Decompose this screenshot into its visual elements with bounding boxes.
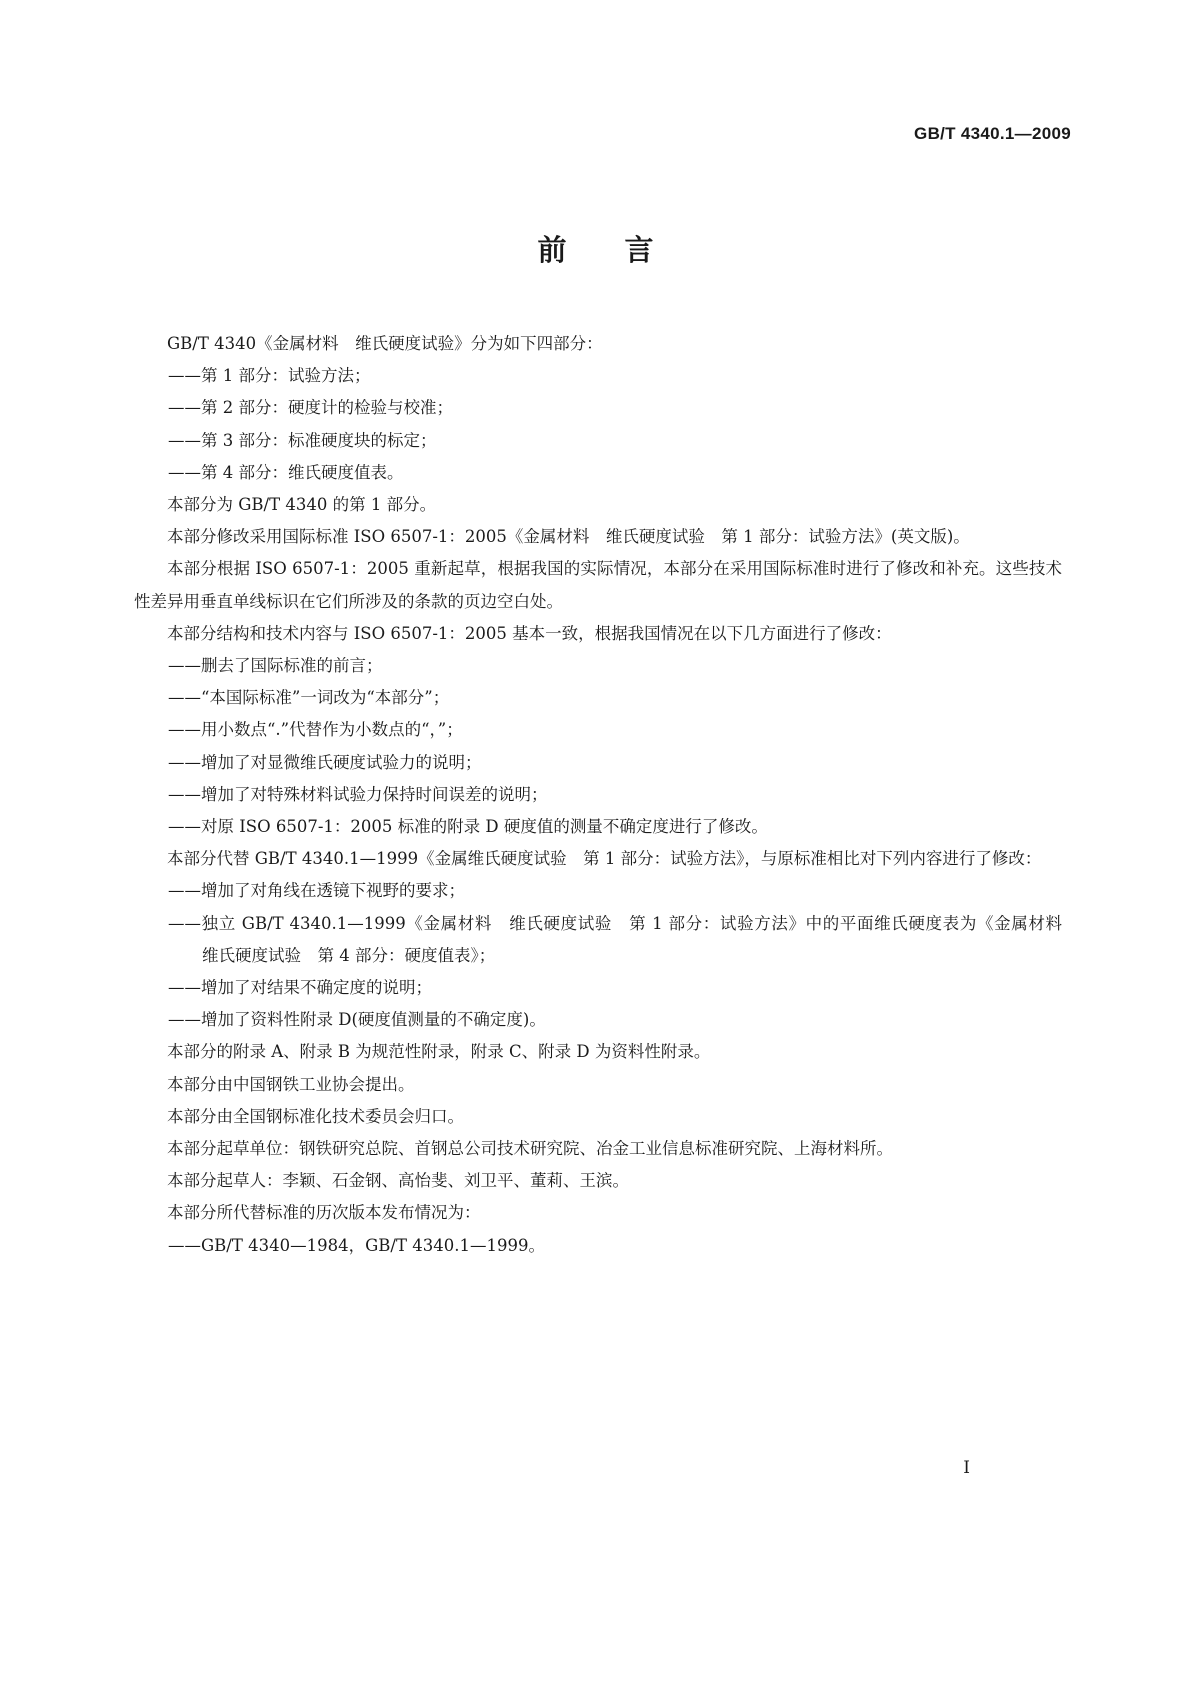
list-item: ——“本国际标准”一词改为“本部分”； [168,688,450,708]
paragraph: 本部分为 GB/T 4340 的第 1 部分。 [167,495,437,515]
paragraph: 本部分所代替标准的历次版本发布情况为： [167,1203,481,1223]
list-item: ——第 4 部分：维氏硬度值表。 [168,462,404,482]
page-number: I [963,1458,970,1478]
paragraph: 本部分起草单位：钢铁研究总院、首钢总公司技术研究院、冶金工业信息标准研究院、上海材料所。 [167,1139,893,1159]
list-item: ——对原 ISO 6507-1：2005 标准的附录 D 硬度值的测量不确定度进行了修改。 [168,817,768,837]
list-item: ——增加了对特殊材料试验力保持时间误差的说明； [168,784,548,804]
paragraph: GB/T 4340《金属材料 维氏硬度试验》分为如下四部分： [167,334,603,353]
list-item: ——第 1 部分：试验方法； [168,366,371,386]
list-item: ——增加了对角线在透镜下视野的要求； [168,881,465,901]
list-item: ——删去了国际标准的前言； [168,656,383,676]
paragraph: 本部分由全国钢标准化技术委员会归口。 [167,1106,464,1126]
paragraph: 本部分修改采用国际标准 ISO 6507-1：2005《金属材料 维氏硬度试验 第 1 部分：试验方法》(英文版)。 [167,527,970,547]
list-item: ——增加了对结果不确定度的说明； [168,978,432,998]
paragraph: 本部分根据 ISO 6507-1：2005 重新起草，根据我国的实际情况，本部分在采用国际标准时进行了修改和补充。这些技术性差异用垂直单线标识在它们所涉及的条款的页边空白处。 [134,559,1062,611]
page-title: 前言 [537,233,712,267]
list-item: ——第 3 部分：标准硬度块的标定； [168,430,437,450]
list-item: ——独立 GB/T 4340.1—1999《金属材料 维氏硬度试验 第 1 部分：试验方法》中的平面维氏硬度表为《金属材料 维氏硬度试验 第 4 部分：硬度值表》； [168,913,1079,965]
standard-code: GB/T 4340.1—2009 [914,124,1071,143]
paragraph: 本部分的附录 A、附录 B 为规范性附录，附录 C、附录 D 为资料性附录。 [167,1042,711,1062]
paragraph: 本部分由中国钢铁工业协会提出。 [167,1074,415,1094]
list-item: ——GB/T 4340—1984，GB/T 4340.1—1999。 [168,1235,545,1255]
paragraph: 本部分代替 GB/T 4340.1—1999《金属维氏硬度试验 第 1 部分：试验方法》，与原标准相比对下列内容进行了修改： [167,849,1042,869]
paragraph: 本部分起草人：李颖、石金钢、高怡斐、刘卫平、董莉、王滨。 [167,1171,629,1191]
list-item: ——增加了资料性附录 D(硬度值测量的不确定度)。 [168,1010,546,1030]
list-item: ——增加了对显微维氏硬度试验力的说明； [168,752,482,772]
document-body [134,328,1079,1262]
paragraph: 本部分结构和技术内容与 ISO 6507-1：2005 基本一致，根据我国情况在以下几方面进行了修改： [167,623,892,643]
list-item: ——第 2 部分：硬度计的检验与校准； [168,398,453,418]
list-item: ——用小数点“.”代替作为小数点的“，”； [168,720,463,740]
